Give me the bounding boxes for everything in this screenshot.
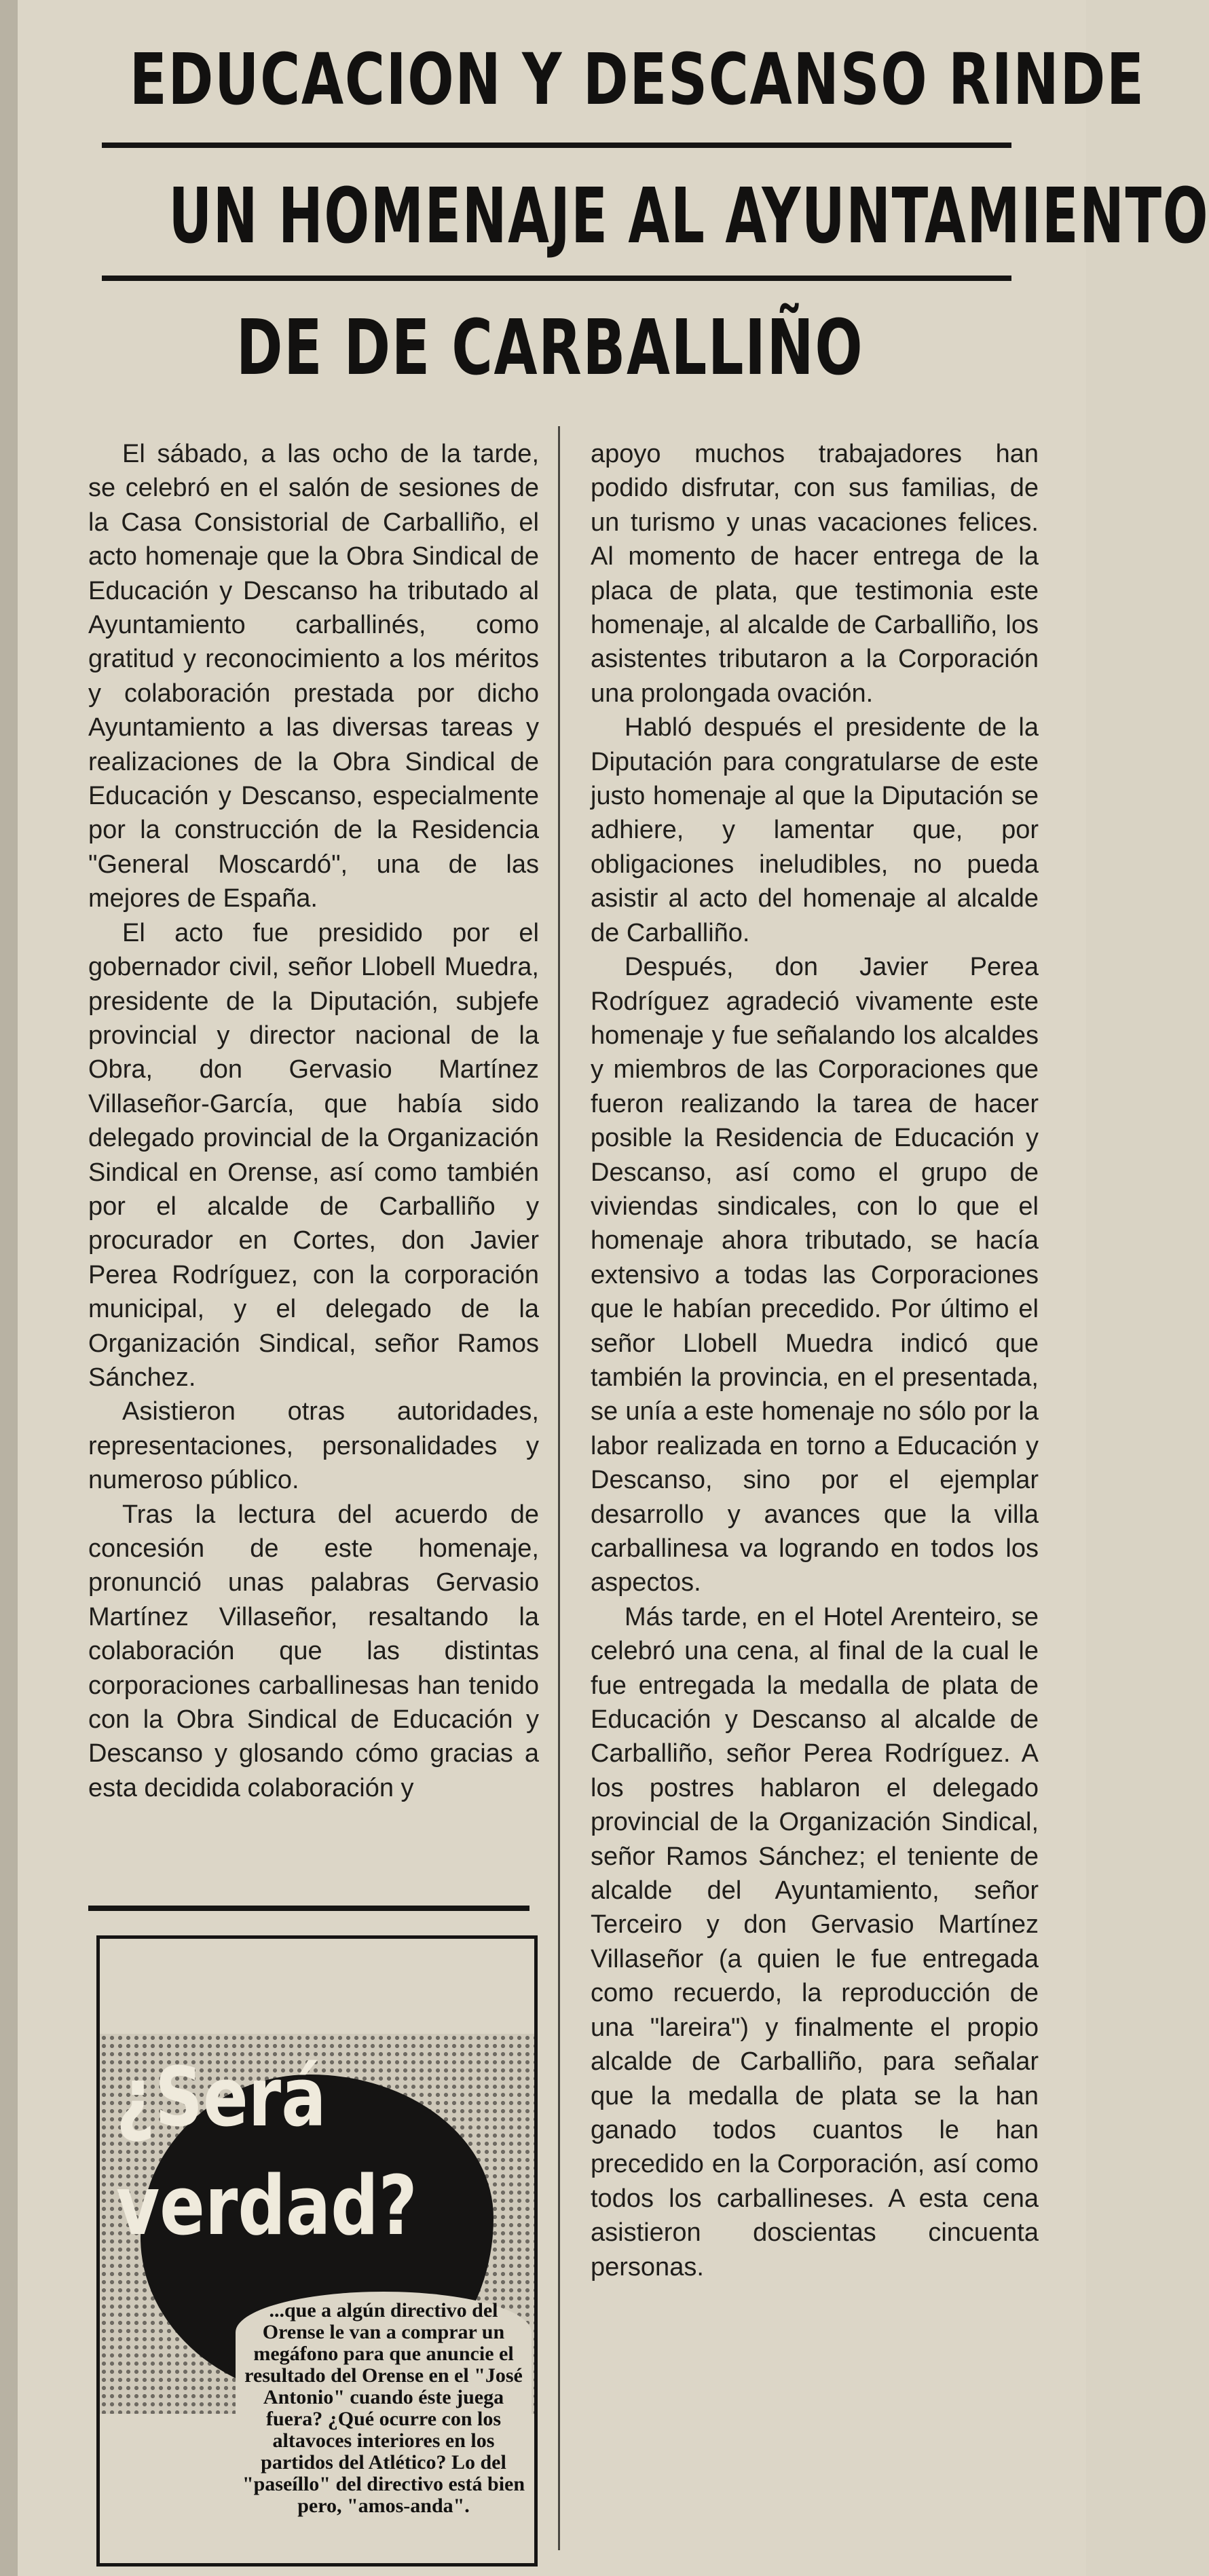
column-separator-rule <box>88 1906 529 1911</box>
paragraph: El acto fue presidido por el gobernador civil, señor Llobell Muedra, presidente de la Diputación, subjefe provincial y director nacional de la Obra, don Gervasio Martínez Villaseñor-García, que había sido delegado provincial de la Organización Sindical en Orense, así como también por el alcalde de Carballiño y procurador en Cortes, don Javier Perea Rodríguez, con la corporación municipal, y el delegado de la Organización Sindical, señor Ramos Sánchez. <box>88 918 539 1392</box>
headline-line-1: EDUCACION Y DESCANSO RINDE <box>129 38 1145 121</box>
paragraph: Después, don Javier Perea Rodríguez agradeció vivamente este homenaje y fue señalando los alcaldes y miembros de las Corporaciones que fueron realizando la tarea de hacer posible la Residencia de Educación y Descanso, así como el grupo de viviendas sindicales, con lo que el homenaje ahora tributado, se hacía extensivo a todas las Corporaciones que le habían precedido. Por último el señor Llobell Muedra indicó que también la provincia, en el presentada, se unía a este homenaje no sólo por la labor realizada en torno a Educación y Descanso, sino por el ejemplar desarrollo y avances que la villa carballinesa va logrando en todos los aspectos. <box>591 953 1039 1597</box>
box-title-line-2: verdad? <box>116 2159 417 2254</box>
sera-verdad-box <box>96 1935 538 2566</box>
paragraph: Habló después el presidente de la Diputación para congratularse de este justo homenaje al que la Diputación se adhiere, y lamentar que, por obligaciones ineludibles, no pueda asistir al acto del homenaje al alcalde de Carballiño. <box>591 713 1039 947</box>
paragraph-continuation: apoyo muchos trabajadores han podido disfrutar, con sus familias, de un turismo y unas vacaciones felices. Al momento de hacer entrega de la placa de plata, que testimonia este homenaje, al alcalde de Carballiño, los asistentes tributaron a la Corporación una prolongada ovación. <box>591 440 1039 708</box>
headline-line-3: DE DE CARBALLIÑO <box>236 304 864 392</box>
article-left-column <box>88 437 539 1805</box>
headline-rule-1 <box>102 143 1011 148</box>
paragraph: El sábado, a las ocho de la tarde, se celebró en el salón de sesiones de la Casa Consistorial de Carballiño, el acto homenaje que la Obra Sindical de Educación y Descanso ha tributado al Ayuntamiento carballinés, como gratitud y reconocimiento a los méritos y colaboración prestada por dicho Ayuntamiento a las diversas tareas y realizaciones de la Obra Sindical de Educación y Descanso, especialmente por la construcción de la Residencia "General Moscardó", una de las mejores de España. <box>88 440 539 913</box>
page-binding-edge <box>0 0 18 2576</box>
paragraph: Más tarde, en el Hotel Arenteiro, se celebró una cena, al final de la cual le fue entregada la medalla de plata de Educación y Descanso al alcalde de Carballiño, señor Perea Rodríguez. A los postres hablaron el delegado provincial de la Organización Sindical, señor Ramos Sánchez; el teniente de alcalde del Ayuntamiento, señor Terceiro y don Gervasio Martínez Villaseñor (a quien le fue entregada como recuerdo, la reproducción de una "lareira") y finalmente el propio alcalde de Carballiño, para señalar que la medalla de plata se la han ganado todos cuantos le han precedido en la Corporación, así como todos los carballineses. A esta cena asistieron doscientas cincuenta personas. <box>591 1602 1039 2281</box>
headline-line-2: UN HOMENAJE AL AYUNTAMIENTO <box>168 172 1209 261</box>
paragraph: Tras la lectura del acuerdo de concesión de este homenaje, pronunció unas palabras Gervasio Martínez Villaseñor, resaltando la colaboración que las distintas corporaciones carballinesas han tenido con la Obra Sindical de Educación y Descanso y glosando cómo gracias a esta decidida colaboración y <box>88 1500 539 1802</box>
box-top-area <box>100 1939 534 2041</box>
column-divider <box>558 426 560 2550</box>
box-title-line-1: ¿Será <box>116 2051 327 2145</box>
headline-rule-2 <box>102 276 1011 281</box>
paragraph: Asistieron otras autoridades, representaciones, personalidades y numeroso público. <box>88 1397 539 1495</box>
article-right-column <box>591 437 1039 2284</box>
box-body-text: ...que a algún directivo del Orense le van a comprar un megáfono para que anuncie el resultado del Orense en el "José Antonio" cuando éste juega fuera? ¿Qué ocurre con los altavoces interiores en los partidos del Atlético? Lo del "paseíllo" del directivo está bien pero, "amos-anda". <box>236 2292 532 2531</box>
